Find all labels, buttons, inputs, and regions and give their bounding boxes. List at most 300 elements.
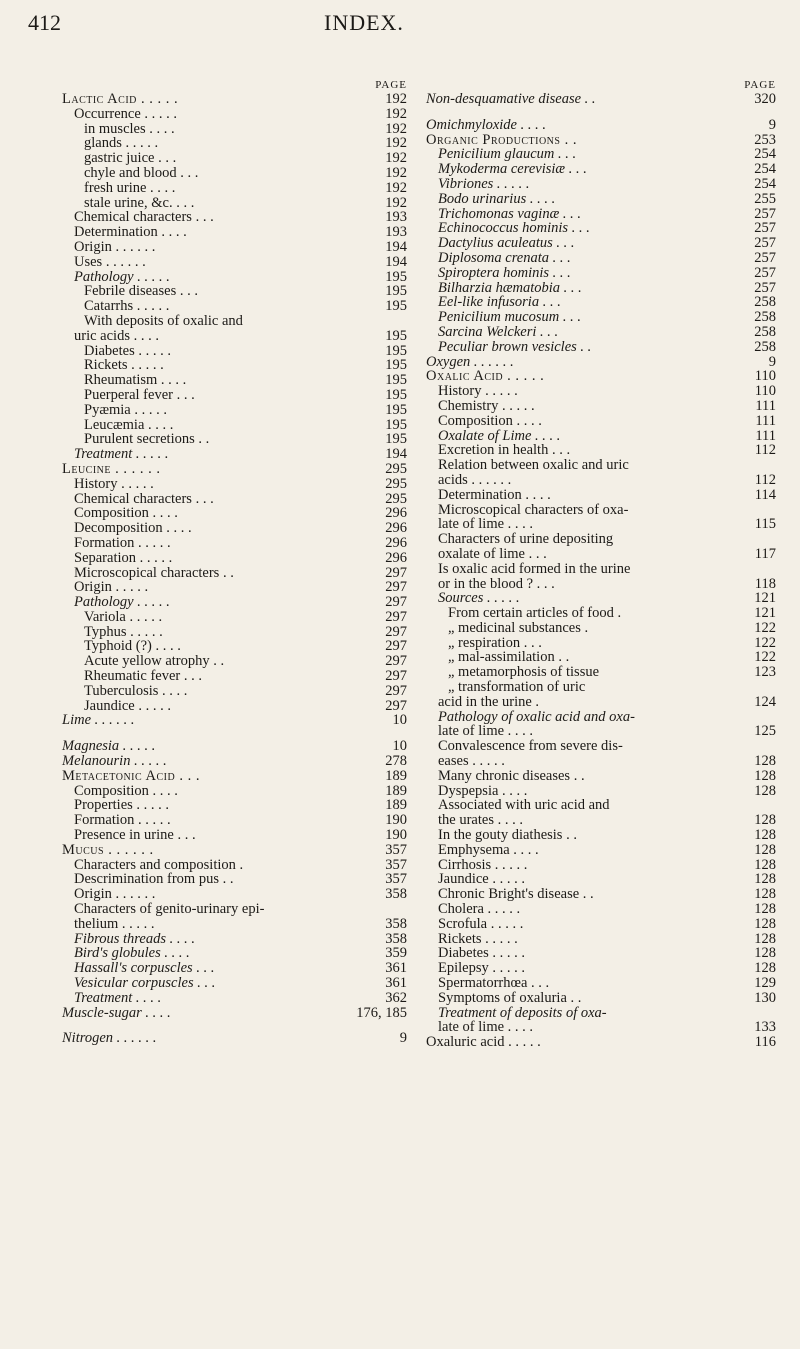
index-term: Treatment of deposits of oxa- (438, 1004, 607, 1021)
page-ref: 124 (754, 693, 776, 710)
index-term: Magnesia . . . . . (62, 738, 156, 755)
index-term: Lime . . . . . . (62, 712, 135, 729)
index-entry (62, 699, 407, 714)
index-term: Presence in urine . . . (74, 827, 196, 844)
index-entry (426, 207, 776, 222)
index-term: stale urine, &c. . . . (84, 194, 195, 211)
index-entry (62, 669, 407, 684)
page-ref: 128 (754, 753, 776, 770)
index-term: Oxaluric acid . . . . . (426, 1034, 541, 1051)
index-entry (426, 443, 776, 458)
page-ref: 189 (385, 782, 407, 799)
index-term: Emphysema . . . . (438, 841, 539, 858)
index-entry (426, 281, 776, 296)
index-term: Leucæmia . . . . (84, 416, 174, 433)
page-ref: 190 (385, 812, 407, 829)
index-term: Bodo urinarius . . . . (438, 190, 556, 207)
index-entry (426, 147, 776, 162)
page-ref: 296 (385, 505, 407, 522)
index-entry (62, 932, 407, 947)
index-term: Vibriones . . . . . (438, 175, 530, 192)
index-entry (426, 917, 776, 932)
index-entry (62, 1031, 407, 1046)
index-term: Treatment . . . . . (74, 446, 169, 463)
index-term: Mykoderma cerevisiæ . . . (438, 161, 587, 178)
page-ref: 254 (754, 161, 776, 178)
page-ref: 10 (392, 738, 407, 755)
index-term: Peculiar brown vesicles . . (438, 338, 592, 355)
index-term: Pathology . . . . . (74, 268, 170, 285)
page-ref: 295 (385, 460, 407, 477)
index-entry (62, 92, 407, 107)
index-term: Sources . . . . . (438, 590, 520, 607)
index-term: Rickets . . . . . (438, 930, 518, 947)
page-ref: 110 (754, 368, 776, 385)
index-term: Penicilium mucosum . . . (438, 309, 581, 326)
page-ref: 122 (754, 634, 776, 651)
page-ref: 128 (754, 871, 776, 888)
index-entry (426, 369, 776, 384)
index-entry (426, 636, 776, 651)
page-ref: 257 (754, 249, 776, 266)
index-term: thelium . . . . . (74, 915, 155, 932)
index-entry (62, 798, 407, 813)
index-term: Characters of genito-urinary epi- (74, 901, 265, 918)
index-entry (62, 284, 407, 299)
index-entry (62, 299, 407, 314)
page-ref: 123 (754, 664, 776, 681)
index-term: Penicilium glaucum . . . (438, 146, 577, 163)
page-ref: 297 (385, 608, 407, 625)
index-entry (426, 310, 776, 325)
page-ref: 361 (385, 960, 407, 977)
index-entry-list (426, 92, 776, 1050)
index-entry (426, 503, 776, 518)
index-term: Oxalic Acid . . . . . (426, 368, 545, 385)
index-entry (426, 251, 776, 266)
index-term: acid in the urine . (438, 693, 540, 710)
index-term: Characters and composition . (74, 856, 244, 873)
page-ref: 128 (754, 841, 776, 858)
page-ref: 9 (768, 353, 776, 370)
index-term: Chemistry . . . . . (438, 397, 535, 414)
index-entry (62, 976, 407, 991)
index-entry (62, 151, 407, 166)
index-entry (426, 858, 776, 873)
page-ref: 297 (385, 594, 407, 611)
index-term: Organic Productions . . (426, 131, 577, 148)
index-term: acids . . . . . . (438, 471, 512, 488)
page-ref: 195 (385, 386, 407, 403)
index-term: Diabetes . . . . . (84, 342, 171, 359)
index-entry (62, 344, 407, 359)
index-entry (62, 225, 407, 240)
index-entry (62, 784, 407, 799)
index-entry (62, 181, 407, 196)
index-term: Vesicular corpuscles . . . (74, 975, 216, 992)
index-term: Metacetonic Acid . . . (62, 767, 200, 784)
index-term: Rickets . . . . . (84, 357, 164, 374)
index-entry (62, 872, 407, 887)
index-entry (62, 270, 407, 285)
index-term: „ respiration . . . (448, 634, 542, 651)
index-term: Diplosoma crenata . . . (438, 249, 571, 266)
index-term: Many chronic diseases . . (438, 767, 585, 784)
page-ref: 195 (385, 431, 407, 448)
index-entry (62, 240, 407, 255)
index-entry (62, 917, 407, 932)
page-ref: 254 (754, 146, 776, 163)
index-entry (62, 403, 407, 418)
index-term: History . . . . . (438, 383, 518, 400)
page-ref: 295 (385, 490, 407, 507)
index-term: Pathology of oxalic acid and oxa- (438, 708, 635, 725)
index-entry (426, 887, 776, 902)
index-term: Excretion in health . . . (438, 442, 571, 459)
index-entry (62, 625, 407, 640)
index-entry (426, 1035, 776, 1050)
index-entry (62, 477, 407, 492)
index-term: Lactic Acid . . . . . (62, 91, 179, 107)
index-entry (426, 192, 776, 207)
index-term: Mucus . . . . . . (62, 841, 154, 858)
index-entry (62, 684, 407, 699)
index-entry (426, 784, 776, 799)
index-entry (62, 858, 407, 873)
index-entry (426, 562, 776, 577)
index-entry (62, 136, 407, 151)
page-ref: 195 (385, 401, 407, 418)
page-column-label: PAGE (744, 79, 776, 91)
page-ref: 297 (385, 623, 407, 640)
page-ref: 114 (754, 486, 776, 503)
index-term: Dactylius aculeatus . . . (438, 235, 575, 252)
index-entry (426, 177, 776, 192)
index-entry (426, 384, 776, 399)
page-ref: 297 (385, 579, 407, 596)
page-ref: 128 (754, 915, 776, 932)
page-ref: 358 (385, 930, 407, 947)
index-entry (426, 961, 776, 976)
index-term: „ medicinal substances . (448, 619, 589, 636)
page-ref: 189 (385, 797, 407, 814)
index-term: Leucine . . . . . . (62, 460, 161, 477)
page-ref: 9 (768, 116, 776, 133)
index-term: Decomposition . . . . (74, 520, 192, 537)
page-ref: 111 (755, 427, 776, 444)
page-ref: 192 (385, 135, 407, 152)
page-ref: 195 (385, 283, 407, 300)
index-term: or in the blood ? . . . (438, 575, 555, 592)
index-term: Microscopical characters . . (74, 564, 234, 581)
index-entry (62, 551, 407, 566)
index-entry (62, 418, 407, 433)
page-ref: 192 (385, 150, 407, 167)
page-ref: 117 (754, 545, 776, 562)
page-ref: 192 (385, 105, 407, 122)
index-term: Typhus . . . . . (84, 623, 163, 640)
index-entry (62, 210, 407, 225)
index-entry (62, 946, 407, 961)
index-entry (426, 828, 776, 843)
index-entry (62, 961, 407, 976)
index-entry (62, 447, 407, 462)
index-term: Muscle-sugar . . . . (62, 1004, 171, 1021)
index-entry (62, 713, 407, 728)
page-ref: 295 (385, 475, 407, 492)
index-entry (426, 591, 776, 606)
index-entry (62, 639, 407, 654)
page-ref: 122 (754, 649, 776, 666)
index-entry (62, 813, 407, 828)
index-entry (426, 754, 776, 769)
page-ref: 195 (385, 416, 407, 433)
page-ref: 128 (754, 827, 776, 844)
index-term: Separation . . . . . (74, 549, 173, 566)
index-entry (62, 492, 407, 507)
index-term: fresh urine . . . . (84, 179, 176, 196)
page-ref: 358 (385, 915, 407, 932)
page-ref: 190 (385, 827, 407, 844)
page-ref: 121 (754, 590, 776, 607)
index-column-left (62, 79, 407, 1046)
page-ref: 257 (754, 279, 776, 296)
index-term: History . . . . . (74, 475, 154, 492)
index-term: Trichomonas vaginæ . . . (438, 205, 581, 222)
page-ref: 253 (754, 131, 776, 148)
index-term: Oxalate of Lime . . . . (438, 427, 561, 444)
page-ref: 189 (385, 767, 407, 784)
index-entry (426, 118, 776, 133)
index-term: Descrimination from pus . . (74, 871, 234, 888)
index-entry (426, 1006, 776, 1021)
index-entry (426, 325, 776, 340)
index-entry (426, 769, 776, 784)
index-column-right (426, 79, 776, 1050)
index-entry (426, 872, 776, 887)
page-ref: 10 (392, 712, 407, 729)
index-term: late of lime . . . . (438, 516, 534, 533)
page-ref: 128 (754, 767, 776, 784)
index-term: Symptoms of oxaluria . . (438, 989, 582, 1006)
index-term: eases . . . . . (438, 753, 505, 770)
index-term: Chemical characters . . . (74, 490, 214, 507)
index-term: Tuberculosis . . . . (84, 682, 188, 699)
index-entry (62, 314, 407, 329)
page-ref: 129 (754, 975, 776, 992)
index-entry (426, 399, 776, 414)
index-term: Treatment . . . . (74, 989, 162, 1006)
index-entry (426, 577, 776, 592)
index-entry (62, 462, 407, 477)
index-term: uric acids . . . . (74, 327, 159, 344)
index-entry (426, 606, 776, 621)
page-ref: 194 (385, 253, 407, 270)
index-entry (426, 221, 776, 236)
index-term: Variola . . . . . (84, 608, 163, 625)
index-term: Microscopical characters of oxa- (438, 501, 629, 518)
index-term: Convalescence from severe dis- (438, 738, 623, 755)
page-ref: 357 (385, 841, 407, 858)
index-term: Cholera . . . . . (438, 901, 521, 918)
index-entry (426, 1020, 776, 1035)
index-entry (426, 695, 776, 710)
index-entry (426, 665, 776, 680)
index-term: Composition . . . . (74, 782, 178, 799)
page-ref: 121 (754, 605, 776, 622)
page-ref: 257 (754, 220, 776, 237)
index-entry (62, 536, 407, 551)
page-ref: 128 (754, 886, 776, 903)
page-ref: 192 (385, 179, 407, 196)
index-entry (426, 133, 776, 148)
index-term: Origin . . . . . . (74, 886, 156, 903)
index-entry (426, 813, 776, 828)
index-term: Melanourin . . . . . (62, 753, 167, 770)
index-entry (62, 991, 407, 1006)
index-term: Composition . . . . (74, 505, 178, 522)
index-term: glands . . . . . (84, 135, 159, 152)
index-term: Characters of urine depositing (438, 531, 614, 548)
index-entry (426, 473, 776, 488)
index-term: Spermatorrhœa . . . (438, 975, 550, 992)
page-ref: 297 (385, 668, 407, 685)
index-entry (426, 517, 776, 532)
index-term: In the gouty diathesis . . (438, 827, 577, 844)
index-entry (426, 650, 776, 665)
index-term: Purulent secretions . . (84, 431, 210, 448)
page-ref: 258 (754, 338, 776, 355)
page-ref: 362 (385, 989, 407, 1006)
index-entry (62, 329, 407, 344)
index-entry (426, 710, 776, 725)
page-ref: 297 (385, 653, 407, 670)
index-term: Non-desquamative disease . . (426, 91, 596, 107)
index-term: Scrofula . . . . . (438, 915, 524, 932)
index-entry (426, 946, 776, 961)
index-term: Bird's globules . . . . (74, 945, 190, 962)
index-term: Is oxalic acid formed in the urine (438, 560, 631, 577)
index-term: Acute yellow atrophy . . (84, 653, 225, 670)
index-entry (426, 236, 776, 251)
index-entry (62, 358, 407, 373)
index-term: Chronic Bright's disease . . (438, 886, 594, 903)
page-ref: 111 (755, 412, 776, 429)
index-entry (62, 521, 407, 536)
index-term: Jaundice . . . . . (84, 697, 171, 714)
page-ref: 195 (385, 357, 407, 374)
index-term: late of lime . . . . (438, 723, 534, 740)
index-entry (62, 166, 407, 181)
index-term: Jaundice . . . . . (438, 871, 525, 888)
index-term: Pathology . . . . . (74, 594, 170, 611)
page-ref: 357 (385, 871, 407, 888)
index-term: gastric juice . . . (84, 150, 177, 167)
index-term: Sarcina Welckeri . . . (438, 323, 559, 340)
index-term: Echinococcus hominis . . . (438, 220, 590, 237)
index-term: „ mal-assimilation . . (448, 649, 570, 666)
page-ref: 358 (385, 886, 407, 903)
page-ref: 192 (385, 164, 407, 181)
page-ref: 128 (754, 901, 776, 918)
page-ref: 112 (754, 471, 776, 488)
page-ref: 192 (385, 194, 407, 211)
index-term: Origin . . . . . (74, 579, 149, 596)
index-entry (426, 414, 776, 429)
index-entry (426, 547, 776, 562)
page-ref: 111 (755, 397, 776, 414)
page-ref: 361 (385, 975, 407, 992)
index-entry (62, 769, 407, 784)
index-term: the urates . . . . (438, 812, 523, 829)
page-ref: 115 (754, 516, 776, 533)
index-term: Spiroptera hominis . . . (438, 264, 571, 281)
page-ref: 297 (385, 682, 407, 699)
index-term: From certain articles of food . (448, 605, 622, 622)
page-number: 412 (28, 10, 61, 35)
index-term: Determination . . . . (74, 224, 187, 241)
index-term: Epilepsy . . . . . (438, 960, 525, 977)
page-ref: 116 (754, 1034, 776, 1051)
page-ref: 125 (754, 723, 776, 740)
index-entry (426, 532, 776, 547)
index-term: Hassall's corpuscles . . . (74, 960, 215, 977)
index-term: Determination . . . . (438, 486, 551, 503)
index-term: in muscles . . . . (84, 120, 175, 137)
page-ref: 258 (754, 294, 776, 311)
index-entry (426, 680, 776, 695)
index-entry (62, 432, 407, 447)
index-term: Relation between oxalic and uric (438, 457, 629, 474)
page-ref: 257 (754, 264, 776, 281)
index-term: Pyæmia . . . . . (84, 401, 167, 418)
index-term: Dyspepsia . . . . (438, 782, 528, 799)
index-entry-list (62, 92, 407, 1046)
index-entry (426, 429, 776, 444)
index-term: Formation . . . . . (74, 534, 171, 551)
index-entry (426, 488, 776, 503)
index-term: oxalate of lime . . . (438, 545, 547, 562)
page-ref: 258 (754, 309, 776, 326)
index-entry (62, 506, 407, 521)
index-term: late of lime . . . . (438, 1019, 534, 1036)
page-ref: 128 (754, 812, 776, 829)
page-ref: 193 (385, 224, 407, 241)
index-entry (62, 610, 407, 625)
index-entry (62, 107, 407, 122)
page-ref: 194 (385, 446, 407, 463)
page-ref: 296 (385, 520, 407, 537)
page-ref: 194 (385, 238, 407, 255)
page-ref: 257 (754, 205, 776, 222)
index-entry (426, 295, 776, 310)
index-entry (426, 355, 776, 370)
index-entry (426, 458, 776, 473)
page-ref: 297 (385, 638, 407, 655)
page-ref: 130 (754, 989, 776, 1006)
index-entry (426, 739, 776, 754)
index-term: Fibrous threads . . . . (74, 930, 195, 947)
index-term: Formation . . . . . (74, 812, 171, 829)
index-entry (62, 580, 407, 595)
index-entry (62, 887, 407, 902)
index-term: „ metamorphosis of tissue (448, 664, 600, 681)
page-ref: 176, 185 (356, 1004, 407, 1021)
page-ref: 257 (754, 235, 776, 252)
page-title: INDEX. (324, 10, 404, 35)
index-term: chyle and blood . . . (84, 164, 199, 181)
index-entry (62, 566, 407, 581)
